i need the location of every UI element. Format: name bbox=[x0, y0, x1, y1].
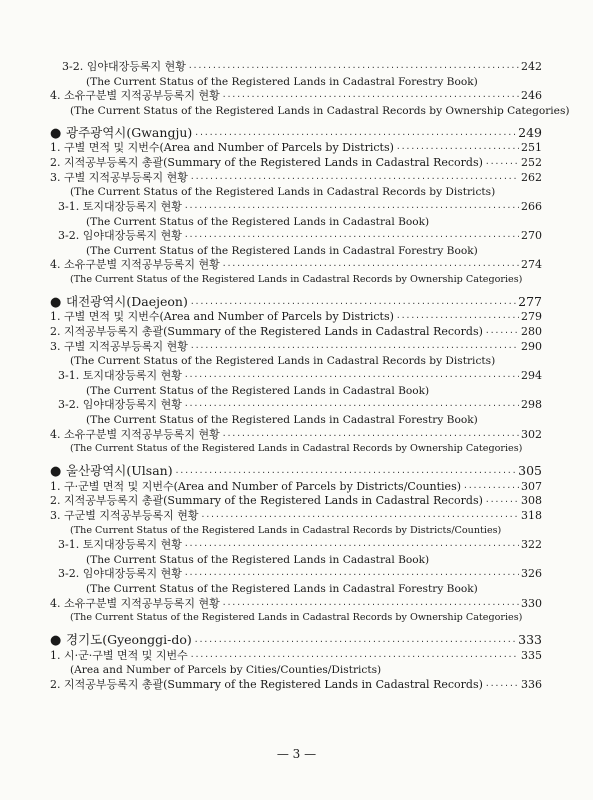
entry-title: 토지대장등록지 현황 bbox=[82, 199, 182, 213]
section-heading[interactable] bbox=[50, 463, 542, 481]
entry-number: 1. bbox=[50, 648, 61, 662]
entry-number: 3-2. bbox=[58, 398, 80, 412]
entry-page-number: 277 bbox=[518, 293, 542, 309]
entry-number: 1. bbox=[50, 141, 61, 155]
toc-entry[interactable] bbox=[58, 567, 542, 582]
dot-leader bbox=[184, 399, 519, 413]
entry-number: 3. bbox=[50, 508, 61, 522]
entry-page-number: 298 bbox=[521, 398, 542, 412]
entry-page-number: 290 bbox=[521, 339, 542, 353]
entry-english-title: (The Current Status of the Registered Lands in Cadastral Records by Ownership Categories) bbox=[70, 104, 570, 117]
dot-leader bbox=[222, 598, 519, 612]
entry-number: 4. bbox=[50, 596, 61, 610]
entry-title: 구별 면적 및 지번수(Area and Number of Parcels by Districts) bbox=[64, 310, 394, 324]
dot-leader bbox=[175, 465, 517, 481]
toc-entry[interactable] bbox=[58, 369, 542, 384]
dot-leader bbox=[190, 341, 519, 355]
entry-number: 2. bbox=[50, 155, 61, 169]
entry-title: 소유구분별 지적공부등록지 현황 bbox=[64, 596, 220, 610]
dot-leader bbox=[184, 201, 519, 215]
entry-page-number: 336 bbox=[521, 678, 542, 691]
toc-entry[interactable] bbox=[50, 678, 542, 693]
entry-page-number: 242 bbox=[521, 60, 542, 73]
entry-english-title: (The Current Status of the Registered Lands in Cadastral Forestry Book) bbox=[86, 75, 478, 88]
dot-leader bbox=[485, 326, 519, 340]
entry-title: 시·군·구별 면적 및 지번수 bbox=[64, 648, 188, 662]
entry-number: 3-1. bbox=[58, 369, 80, 382]
dot-leader bbox=[201, 510, 519, 524]
entry-page-number: 262 bbox=[521, 170, 542, 184]
entry-number: 3-1. bbox=[58, 199, 80, 213]
section-title: 울산광역시(Ulsan) bbox=[66, 462, 173, 478]
toc-entry[interactable] bbox=[50, 258, 542, 273]
dot-leader bbox=[222, 259, 519, 273]
entry-english-title: (The Current Status of the Registered Lands in Cadastral Book) bbox=[86, 384, 430, 397]
dot-leader bbox=[190, 650, 519, 664]
entry-title: 소유구분별 지적공부등록지 현황 bbox=[64, 258, 220, 272]
toc-entry[interactable] bbox=[58, 229, 542, 244]
dot-leader bbox=[188, 61, 519, 75]
entry-page-number: 333 bbox=[518, 632, 542, 648]
entry-title: 소유구분별 지적공부등록지 현황 bbox=[64, 427, 220, 441]
entry-page-number: 330 bbox=[521, 596, 542, 610]
entry-page-number: 252 bbox=[521, 155, 542, 169]
section-title: 경기도(Gyeonggi-do) bbox=[66, 632, 192, 648]
toc-entry[interactable] bbox=[50, 89, 542, 104]
toc-entry[interactable] bbox=[50, 649, 542, 664]
entry-page-number: 305 bbox=[518, 462, 542, 478]
entry-page-number: 270 bbox=[521, 229, 542, 243]
section-title: 대전광역시(Daejeon) bbox=[66, 293, 188, 309]
dot-leader bbox=[485, 679, 519, 693]
entry-title: 지적공부등록지 총괄(Summary of the Registered Lands in Cadastral Records) bbox=[64, 155, 483, 169]
page-number: — 3 — bbox=[276, 747, 317, 761]
bullet-icon: ● bbox=[50, 294, 62, 310]
entry-number: 3-2. bbox=[58, 567, 80, 581]
entry-title: 소유구분별 지적공부등록지 현황 bbox=[64, 89, 220, 103]
toc-entry[interactable] bbox=[50, 325, 542, 340]
dot-leader bbox=[194, 634, 516, 650]
entry-title: 구별 지적공부등록지 현황 bbox=[64, 339, 188, 353]
entry-english-title: (The Current Status of the Registered Lands in Cadastral Records by Ownership Categories) bbox=[70, 612, 523, 624]
toc-entry[interactable] bbox=[50, 340, 542, 355]
entry-english-title: (The Current Status of the Registered Lands in Cadastral Records by Districts) bbox=[70, 186, 496, 199]
entry-number: 3-2. bbox=[58, 229, 80, 243]
toc-entry[interactable] bbox=[50, 310, 542, 325]
entry-number: 1. bbox=[50, 479, 61, 493]
dot-leader bbox=[396, 311, 519, 325]
bullet-icon: ● bbox=[50, 463, 62, 479]
dot-leader bbox=[485, 495, 519, 509]
dot-leader bbox=[463, 481, 519, 495]
dot-leader bbox=[184, 230, 519, 244]
entry-title: 토지대장등록지 현황 bbox=[82, 369, 182, 382]
toc-entry[interactable] bbox=[50, 156, 542, 171]
entry-number: 2. bbox=[50, 678, 61, 691]
entry-title: 구별 면적 및 지번수(Area and Number of Parcels by Districts) bbox=[64, 141, 394, 155]
entry-page-number: 322 bbox=[521, 538, 542, 552]
entry-number: 4. bbox=[50, 427, 61, 441]
entry-english-title: (The Current Status of the Registered Lands in Cadastral Book) bbox=[86, 553, 430, 566]
entry-page-number: 335 bbox=[521, 648, 542, 662]
entry-title: 임야대장등록지 현황 bbox=[82, 229, 182, 243]
entry-english-title: (The Current Status of the Registered Lands in Cadastral Records by Ownership Categories) bbox=[70, 443, 523, 455]
dot-leader bbox=[222, 90, 519, 104]
entry-title: 구군별 지적공부등록지 현황 bbox=[64, 508, 199, 522]
entry-english-title: (The Current Status of the Registered Lands in Cadastral Records by Ownership Categories) bbox=[70, 274, 523, 286]
toc-entry[interactable] bbox=[58, 538, 542, 553]
entry-page-number: 279 bbox=[521, 310, 542, 324]
entry-title: 토지대장등록지 현황 bbox=[82, 538, 182, 552]
entry-title: 지적공부등록지 총괄(Summary of the Registered Lands in Cadastral Records) bbox=[64, 494, 483, 508]
bullet-icon: ● bbox=[50, 633, 62, 649]
dot-leader bbox=[184, 568, 519, 582]
bullet-icon: ● bbox=[50, 125, 62, 141]
dot-leader bbox=[190, 172, 519, 186]
entry-number: 2. bbox=[50, 494, 61, 508]
entry-page-number: 294 bbox=[521, 369, 542, 382]
toc-entry[interactable] bbox=[50, 494, 542, 509]
entry-page-number: 308 bbox=[521, 494, 542, 508]
toc-entry[interactable] bbox=[50, 428, 542, 443]
entry-title: 임야대장등록지 현황 bbox=[82, 398, 182, 412]
entry-page-number: 318 bbox=[521, 508, 542, 522]
section-heading[interactable] bbox=[50, 125, 542, 143]
toc-entry[interactable] bbox=[50, 171, 542, 186]
toc-entry[interactable] bbox=[58, 200, 542, 215]
entry-english-title: (The Current Status of the Registered Lands in Cadastral Forestry Book) bbox=[86, 413, 478, 426]
dot-leader bbox=[184, 370, 519, 384]
toc-entry[interactable] bbox=[50, 141, 542, 156]
entry-number: 3-2. bbox=[62, 60, 84, 73]
entry-english-title: (The Current Status of the Registered Lands in Cadastral Records by Districts/Counties) bbox=[70, 524, 502, 536]
entry-title: 구별 지적공부등록지 현황 bbox=[64, 170, 188, 184]
entry-number: 1. bbox=[50, 310, 61, 324]
toc-entry[interactable] bbox=[50, 597, 542, 612]
toc-entry[interactable] bbox=[50, 509, 542, 524]
toc-entry[interactable] bbox=[50, 480, 542, 495]
entry-number: 2. bbox=[50, 325, 61, 339]
entry-title: 임야대장등록지 현황 bbox=[82, 567, 182, 581]
entry-title: 임야대장등록지 현황 bbox=[86, 60, 186, 73]
entry-page-number: 274 bbox=[521, 258, 542, 272]
entry-number: 3. bbox=[50, 339, 61, 353]
entry-english-title: (The Current Status of the Registered Lands in Cadastral Forestry Book) bbox=[86, 244, 478, 257]
entry-page-number: 280 bbox=[521, 325, 542, 339]
entry-number: 3. bbox=[50, 170, 61, 184]
entry-title: 구·군별 면적 및 지번수(Area and Number of Parcels by Districts/Counties) bbox=[64, 479, 462, 493]
entry-number: 3-1. bbox=[58, 538, 80, 552]
entry-number: 4. bbox=[50, 258, 61, 272]
entry-page-number: 326 bbox=[521, 567, 542, 581]
entry-page-number: 307 bbox=[521, 479, 542, 493]
entry-page-number: 249 bbox=[518, 124, 542, 140]
entry-page-number: 266 bbox=[521, 199, 542, 213]
entry-english-title: (The Current Status of the Registered Lands in Cadastral Records by Districts) bbox=[70, 355, 496, 368]
entry-english-title: (Area and Number of Parcels by Cities/Counties/Districts) bbox=[70, 664, 382, 677]
dot-leader bbox=[184, 539, 519, 553]
dot-leader bbox=[222, 429, 519, 443]
entry-english-title: (The Current Status of the Registered Lands in Cadastral Book) bbox=[86, 215, 430, 228]
toc-entry[interactable] bbox=[62, 60, 542, 75]
dot-leader bbox=[396, 142, 519, 156]
entry-page-number: 302 bbox=[521, 427, 542, 441]
entry-title: 지적공부등록지 총괄(Summary of the Registered Lands in Cadastral Records) bbox=[64, 325, 483, 339]
entry-page-number: 251 bbox=[521, 141, 542, 155]
entry-english-title: (The Current Status of the Registered Lands in Cadastral Forestry Book) bbox=[86, 583, 478, 596]
entry-page-number: 246 bbox=[521, 89, 542, 103]
toc-entry[interactable] bbox=[58, 398, 542, 413]
entry-title: 지적공부등록지 총괄(Summary of the Registered Lands in Cadastral Records) bbox=[64, 678, 483, 691]
section-heading[interactable] bbox=[50, 632, 542, 650]
entry-number: 4. bbox=[50, 89, 61, 103]
section-title: 광주광역시(Gwangju) bbox=[66, 124, 193, 140]
dot-leader bbox=[485, 157, 519, 171]
